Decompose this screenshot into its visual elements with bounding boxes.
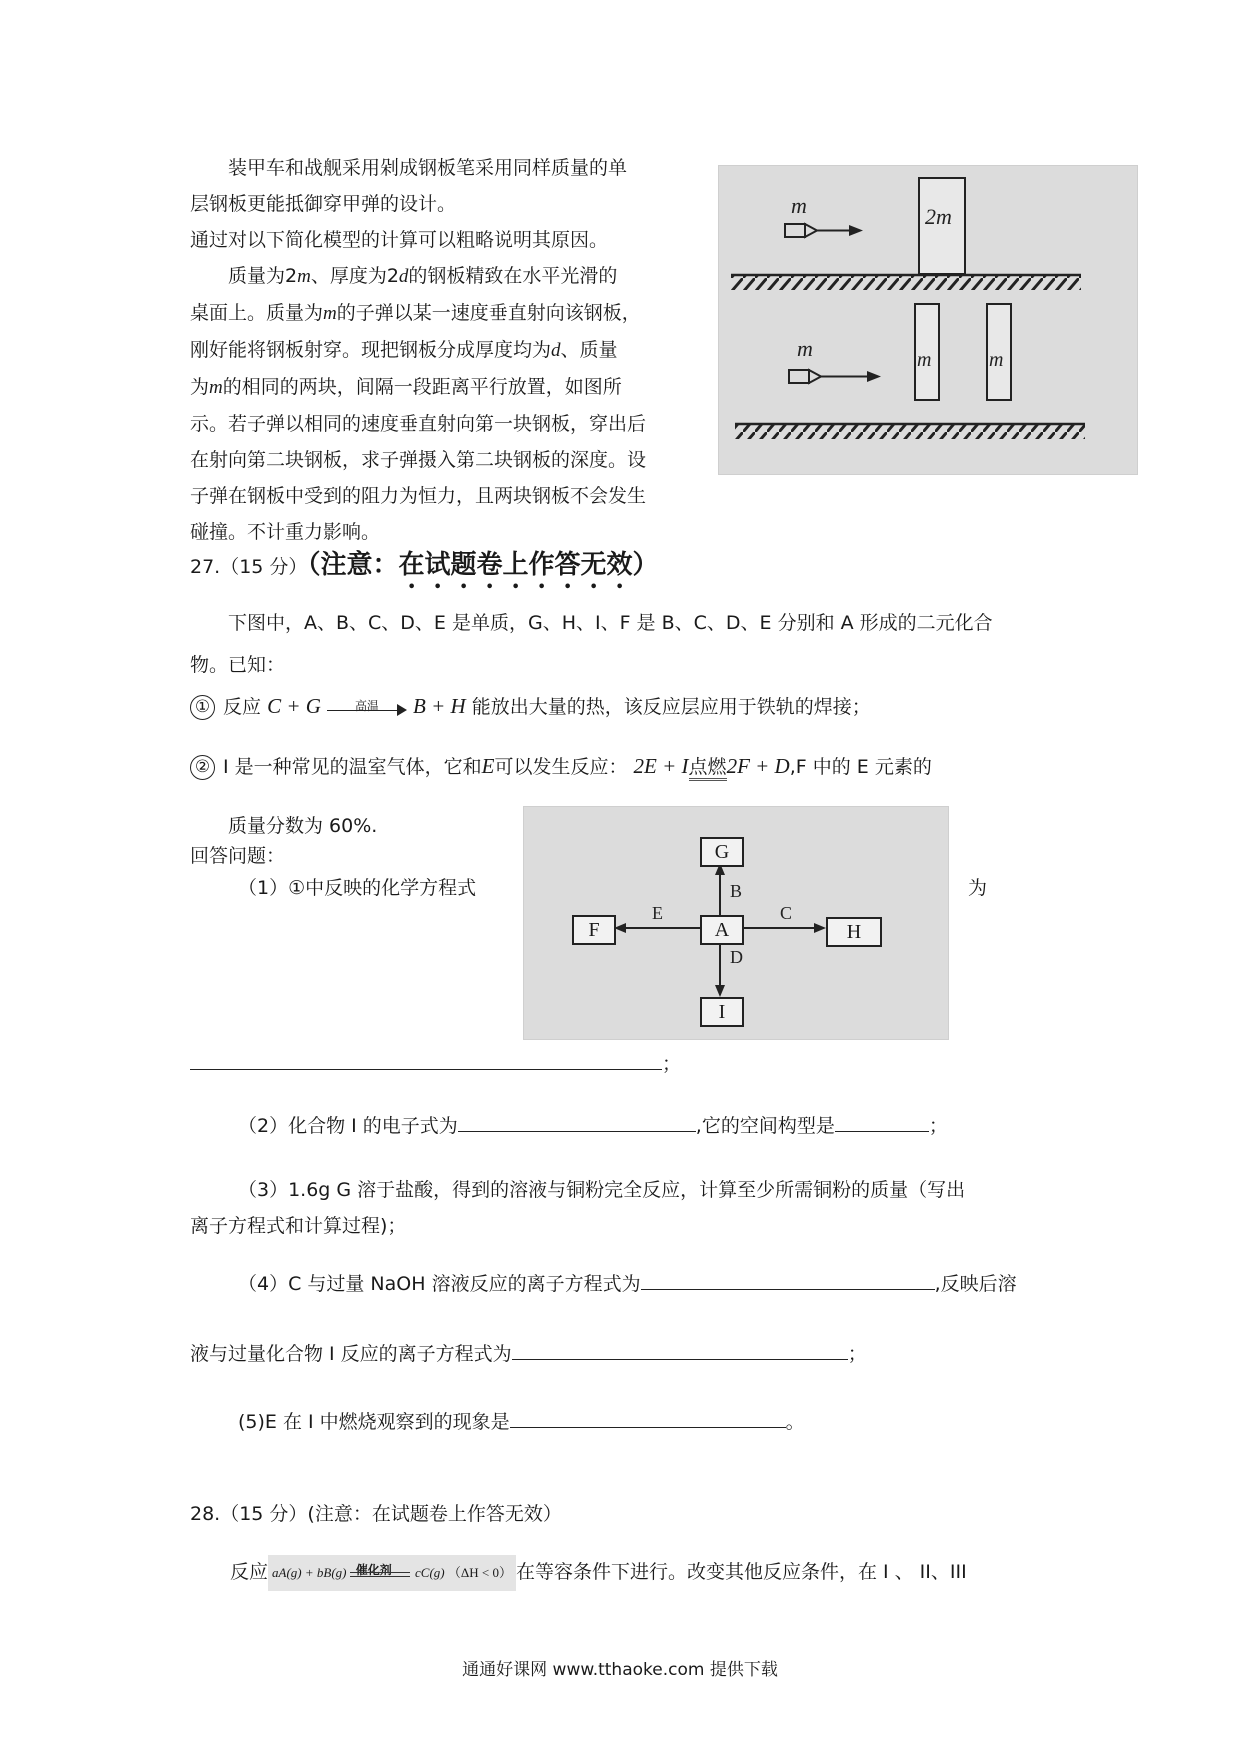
q28-heading: 28.（15 分）(注意：在试题卷上作答无效） (190, 1503, 562, 1525)
q26-line: 质量为2m、厚度为2d的钢板精致在水平光滑的 (228, 265, 618, 287)
q26-line: 装甲车和战舰采用剁成钢板笔采用同样质量的单 (228, 157, 628, 179)
q27-sub4-line1: （4）C 与过量 NaOH 溶液反应的离子方程式为 ,反映后溶 (238, 1266, 1058, 1302)
q27-sub3: （3）1.6g G 溶于盐酸，得到的溶液与铜粉完全反应，计算至少所需铜粉的质量（写出 离子方程式和计算过程)； (190, 1179, 966, 1237)
q28-equation: aA(g) + bB(g) 催化剂 cC(g) （ΔH < 0） (268, 1555, 516, 1591)
q27-sub1: （1）①中反映的化学方程式 (238, 877, 477, 899)
q26-line: 桌面上。质量为m的子弹以某一速度垂直射向该钢板， (190, 302, 641, 324)
q27-sub5: (5)E 在 I 中燃烧观察到的现象是 。 (238, 1404, 1018, 1440)
svg-text:m: m (989, 349, 1004, 371)
bullet-mass-label: m (797, 336, 813, 361)
edge-label-E: E (652, 903, 663, 923)
q27-note-dotted: 在试题卷上作答无效 (398, 550, 633, 580)
svg-text:m: m (917, 349, 932, 371)
answer-blank-4b[interactable] (512, 1337, 848, 1360)
q26-line: 通过对以下简化模型的计算可以粗略说明其原因。 (190, 229, 609, 251)
q27-condition-2: ② I 是一种常见的温室气体，它和E可以发生反应： 2E + I点燃2F + D,F 中的 E 元素的 (190, 748, 1090, 785)
answer-blank-2a[interactable] (458, 1109, 696, 1132)
node-I: I (700, 997, 744, 1027)
ignite-condition: 点燃 (689, 756, 727, 781)
q27-condition-1: ① 反应 C + G 高温 B + H 能放出大量的热，该反应层应用于铁轨的焊接； (190, 688, 1090, 725)
node-A: A (700, 915, 744, 945)
answer-blank-2b[interactable] (835, 1109, 929, 1132)
q26-line: 刚好能将钢板射穿。现把钢板分成厚度均为d、质量 (190, 339, 618, 361)
bullet-plate-diagram (719, 166, 1137, 474)
q26-line: 在射向第二块钢板，求子弹摄入第二块钢板的深度。设 (190, 449, 647, 471)
answer-blank-5[interactable] (510, 1405, 786, 1428)
edge-label-C: C (780, 903, 793, 923)
q27-sub4-line2: 液与过量化合物 I 反应的离子方程式为 ； (190, 1336, 1010, 1372)
node-F: F (572, 915, 616, 945)
q28-text: 反应 aA(g) + bB(g) 催化剂 cC(g) （ΔH < 0） 在等容条件下进行。改变其他反应条件，在 I 、 II、III (230, 1554, 1070, 1591)
node-H: H (826, 917, 882, 947)
q27-sub2: （2）化合物 I 的电子式为 ,它的空间构型是 ； (238, 1108, 1038, 1144)
q26-line: 为m的相同的两块，间隔一段距离平行放置，如图所 (190, 376, 622, 398)
q27-sub1-end: 为 (968, 877, 988, 899)
q27-sub1-blank-line: ； (190, 1046, 681, 1082)
q26-line: 碰撞。不计重力影响。 (190, 521, 381, 543)
bullet-bottom (789, 370, 809, 383)
q27-heading: 27.（15 分）（注意：在试题卷上作答无效） (190, 550, 659, 580)
edge-label-D: D (730, 947, 743, 967)
bullet-mass-label: m (791, 193, 807, 218)
table-surface-bottom (735, 425, 1085, 439)
q27-number: 27.（15 分） (190, 556, 308, 578)
q26-line: 子弹在钢板中受到的阻力为恒力，且两块钢板不会发生 (190, 485, 647, 507)
node-G: G (700, 837, 744, 867)
answer-blank-4a[interactable] (641, 1267, 935, 1290)
table-surface-top (731, 276, 1081, 290)
page-footer: 通通好课网 www.tthaoke.com 提供下载 (462, 1660, 778, 1680)
q26-line: 示。若子弹以相同的速度垂直射向第一块钢板，穿出后 (190, 413, 647, 435)
q27-answer-label: 回答问题： (190, 845, 286, 867)
answer-blank-1[interactable] (190, 1047, 662, 1070)
q26-text-block (190, 150, 720, 550)
q26-line: 层钢板更能抵御穿甲弹的设计。 (190, 193, 457, 215)
bullet-top (785, 224, 805, 237)
plate-mass-label: 2m (925, 204, 952, 229)
q27-condition-2-cont: 质量分数为 60%. (228, 815, 378, 837)
reaction-arrow: 高温 (327, 698, 407, 718)
edge-label-B: B (730, 881, 743, 901)
element-relation-figure (523, 806, 949, 1040)
bullet-plate-figure (718, 165, 1138, 475)
q27-intro: 下图中，A、B、C、D、E 是单质，G、H、I、F 是 B、C、D、E 分别和 A 形成的二元化合 物。已知： (190, 612, 993, 676)
